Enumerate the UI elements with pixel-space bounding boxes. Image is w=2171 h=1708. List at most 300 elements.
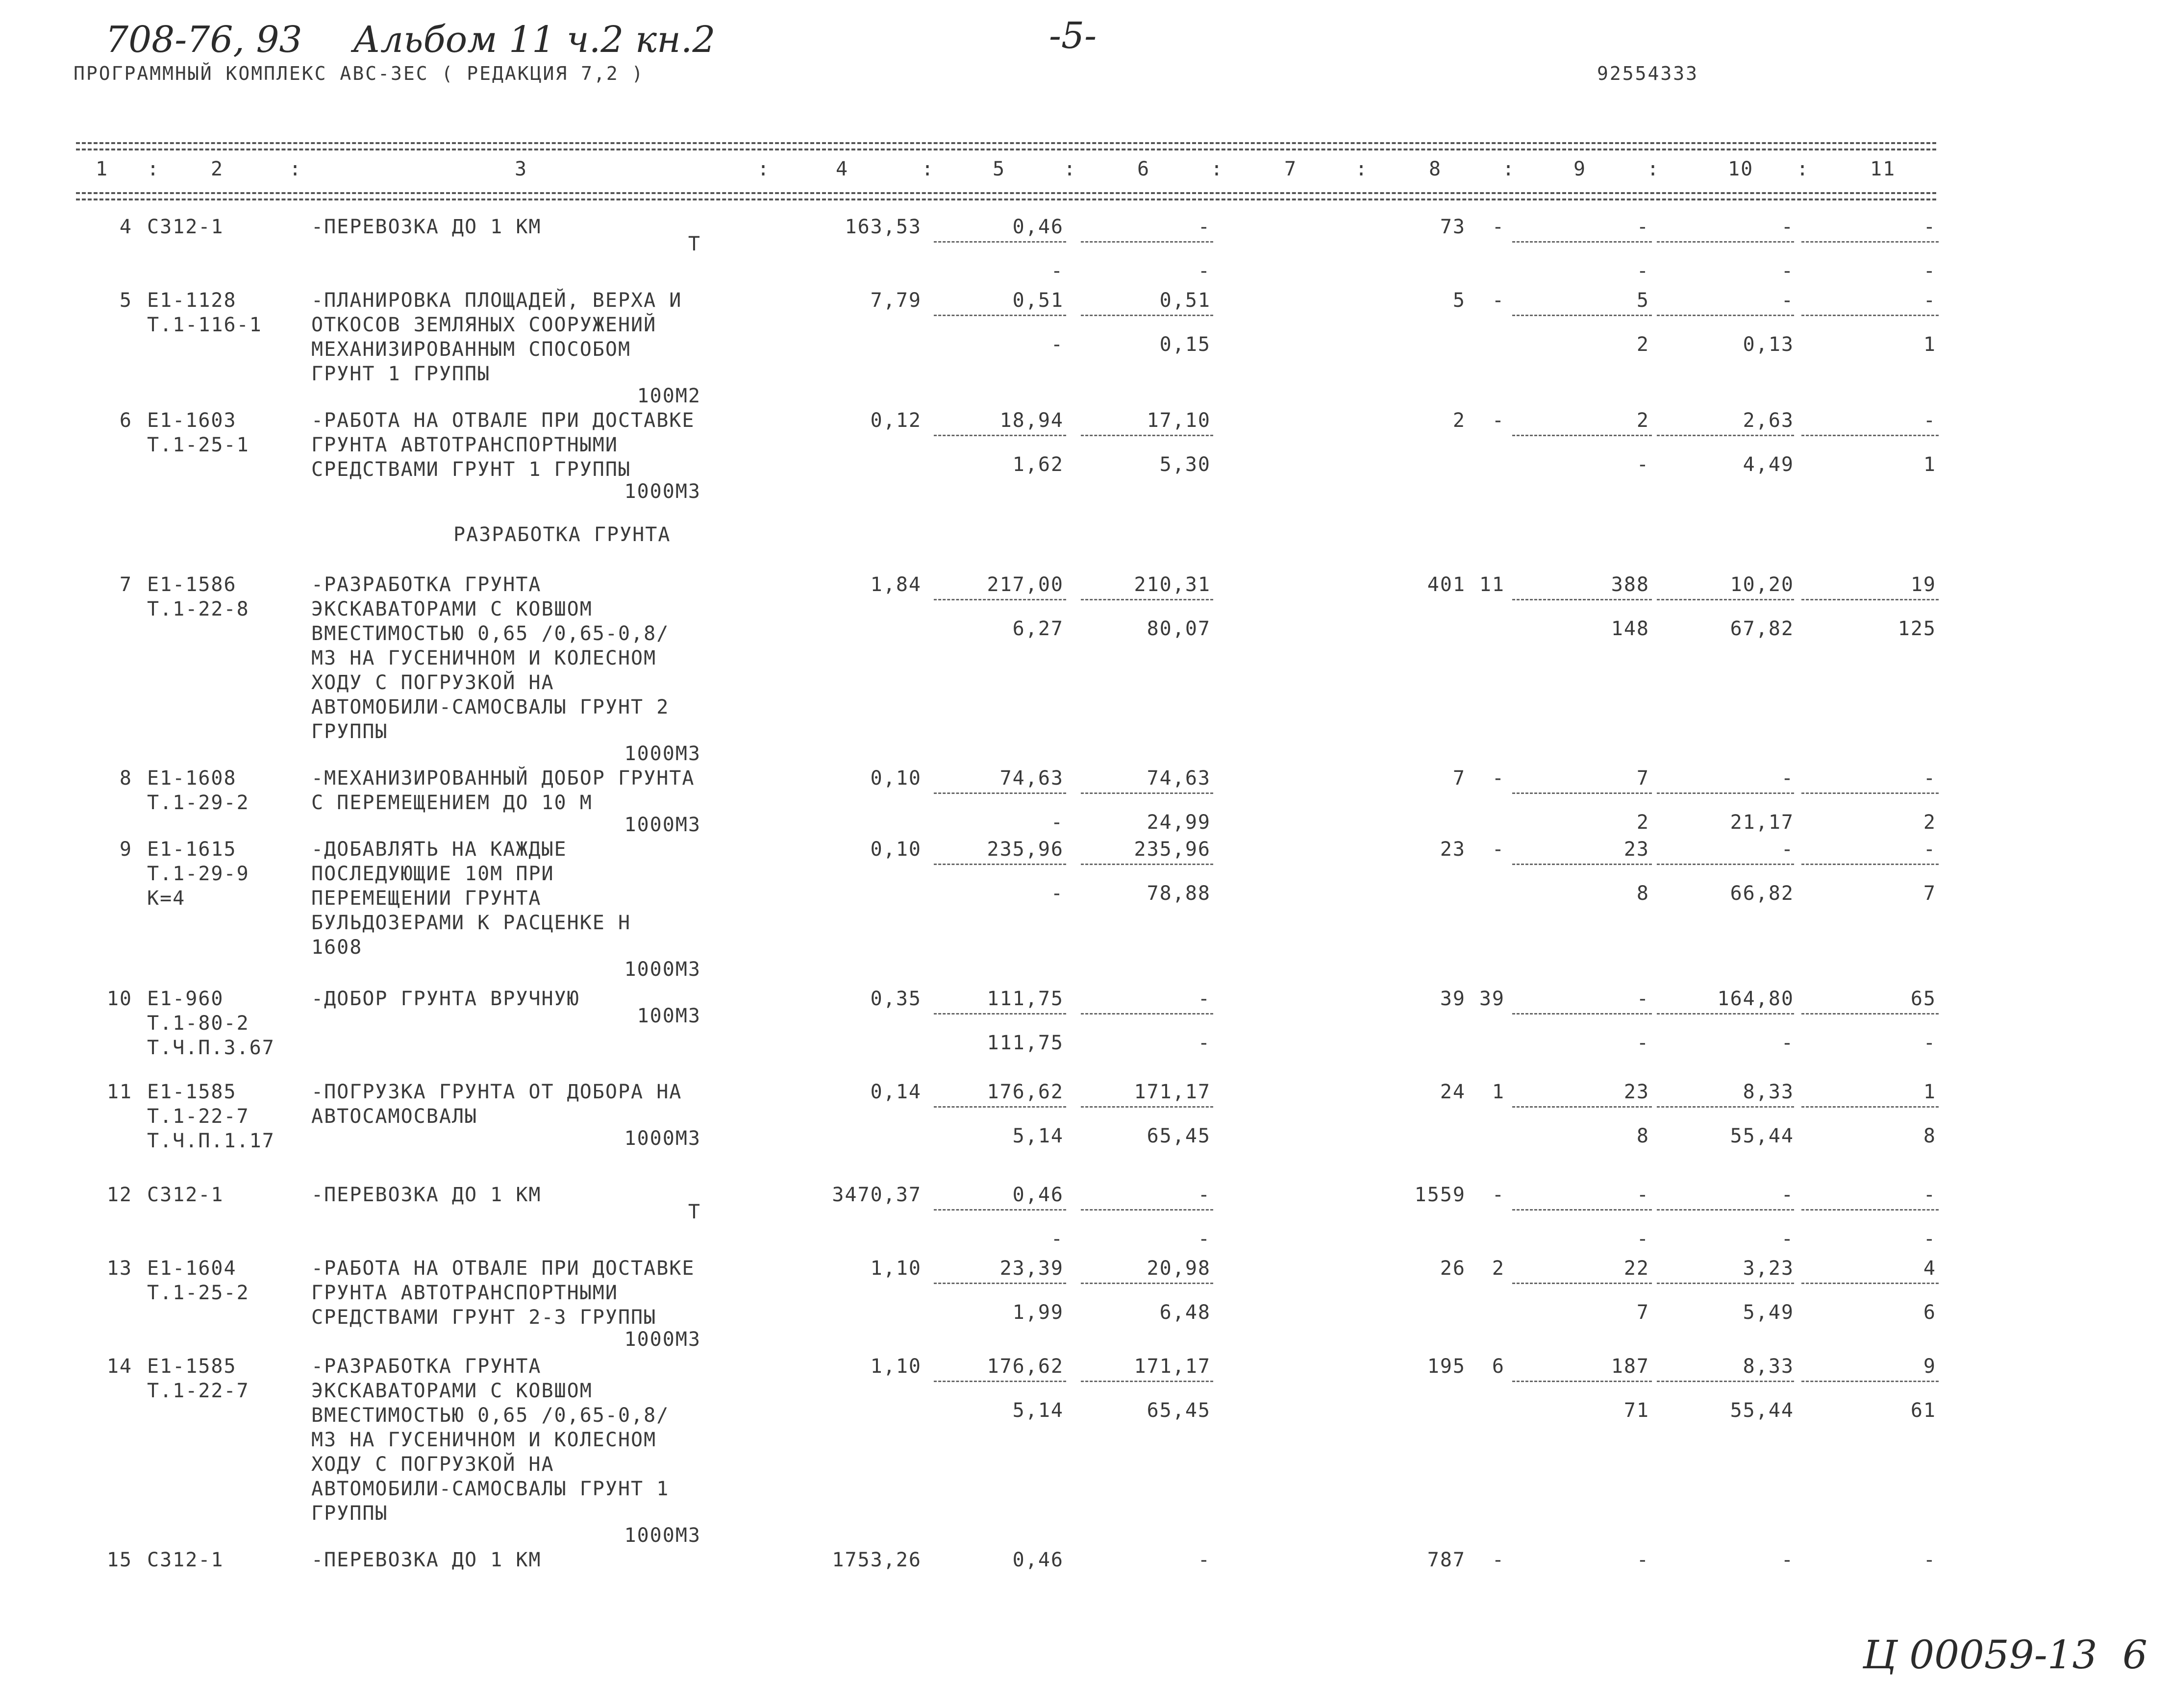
c11-bottom: 1 [1923, 453, 1936, 476]
column-header-1: 1 [96, 158, 109, 180]
row-code: Е1-1586 [147, 573, 237, 596]
row-description: ПОСЛЕДУЮЩИЕ 10М ПРИ [311, 863, 554, 885]
c5-top: 18,94 [999, 409, 1064, 432]
row-description: ВМЕСТИМОСТЬЮ 0,65 /0,65-0,8/ [311, 622, 670, 645]
c9-divider [1512, 1013, 1652, 1015]
c5-top: 176,62 [987, 1355, 1064, 1378]
c5-top: 23,39 [999, 1257, 1064, 1280]
c11-divider [1801, 599, 1939, 600]
row-code: Т.1-25-1 [147, 434, 250, 456]
row-description: БУЛЬДОЗЕРАМИ К РАСЦЕНКЕ Н [311, 912, 631, 934]
c5-bottom: 5,14 [1012, 1125, 1064, 1147]
c9-top: 187 [1611, 1355, 1649, 1378]
row-unit: 1000М3 [624, 1328, 701, 1351]
c5-divider [934, 1283, 1066, 1284]
c10-top: 2,63 [1743, 409, 1794, 432]
column-header-separator: : [1211, 158, 1224, 180]
row-description: МЕХАНИЗИРОВАННЫМ СПОСОБОМ [311, 338, 631, 361]
c6-bottom: - [1198, 1032, 1211, 1054]
c10-top: - [1781, 1184, 1794, 1206]
row-description: -РАЗРАБОТКА ГРУНТА [311, 573, 542, 596]
c10-top: - [1781, 289, 1794, 312]
col4-quantity: 0,12 [870, 409, 922, 432]
row-number: 6 [119, 409, 132, 432]
column-header-3: 3 [515, 158, 528, 180]
column-header-separator: : [147, 158, 160, 180]
c5-divider [934, 315, 1066, 316]
c11-divider [1801, 435, 1939, 436]
c11-bottom: - [1923, 1032, 1936, 1054]
c9-top: - [1636, 1549, 1649, 1571]
col4-quantity: 7,79 [870, 289, 922, 312]
row-code: С312-1 [147, 216, 224, 238]
column-header-6: 6 [1137, 158, 1150, 180]
column-header-11: 11 [1870, 158, 1896, 180]
c5-bottom: 111,75 [987, 1032, 1064, 1054]
row-description: СРЕДСТВАМИ ГРУНТ 2-3 ГРУППЫ [311, 1306, 657, 1329]
c9-divider [1512, 1209, 1652, 1211]
c5-bottom: - [1050, 811, 1064, 834]
c11-bottom: - [1923, 1228, 1936, 1250]
c11-bottom: 2 [1923, 811, 1936, 834]
row-description: -ДОБАВЛЯТЬ НА КАЖДЫЕ [311, 838, 567, 861]
c5-bottom: 6,27 [1012, 618, 1064, 640]
c10-divider [1657, 1283, 1794, 1284]
c9-bottom: - [1636, 1032, 1649, 1054]
column-header-8: 8 [1429, 158, 1442, 180]
c9-top: 22 [1623, 1257, 1649, 1280]
row-description: АВТОМОБИЛИ-САМОСВАЛЫ ГРУНТ 2 [311, 696, 670, 718]
col7-total: 73 [1440, 216, 1466, 238]
c10-top: 3,23 [1743, 1257, 1794, 1280]
c11-top: - [1923, 289, 1936, 312]
c10-top: 164,80 [1717, 988, 1794, 1010]
c10-bottom: - [1781, 1032, 1794, 1054]
c11-top: 4 [1923, 1257, 1936, 1280]
c9-top: - [1636, 216, 1649, 238]
row-number: 15 [106, 1549, 132, 1571]
c5-top: 0,46 [1012, 216, 1064, 238]
c9-top: - [1636, 988, 1649, 1010]
row-description: ГРУНТА АВТОТРАНСПОРТНЫМИ [311, 1282, 618, 1304]
column-header-9: 9 [1573, 158, 1587, 180]
c5-top: 176,62 [987, 1081, 1064, 1103]
row-unit: 1000М3 [624, 1524, 701, 1547]
c11-divider [1801, 1013, 1939, 1015]
program-line: ПРОГРАММНЫЙ КОМПЛЕКС АВС-3ЕС ( РЕДАКЦИЯ 7,2 ) [74, 63, 645, 84]
c11-divider [1801, 864, 1939, 865]
column-header-2: 2 [211, 158, 224, 180]
col7-total: 787 [1427, 1549, 1466, 1571]
row-description: С ПЕРЕМЕЩЕНИЕМ ДО 10 М [311, 792, 593, 814]
col8-wages: 6 [1492, 1355, 1505, 1378]
column-header-separator: : [1355, 158, 1369, 180]
c10-top: 8,33 [1743, 1081, 1794, 1103]
c10-bottom: 5,49 [1743, 1301, 1794, 1324]
c9-bottom: 7 [1636, 1301, 1649, 1324]
row-unit: 1000М3 [624, 1127, 701, 1150]
c10-bottom: 66,82 [1730, 882, 1794, 905]
column-header-4: 4 [836, 158, 849, 180]
c10-divider [1657, 792, 1794, 794]
c11-bottom: 6 [1923, 1301, 1936, 1324]
col4-quantity: 0,10 [870, 838, 922, 861]
row-number: 12 [106, 1184, 132, 1206]
row-code: Е1-1585 [147, 1081, 237, 1103]
row-description: ЭКСКАВАТОРАМИ С КОВШОМ [311, 1380, 593, 1402]
row-code: Т.1-25-2 [147, 1282, 250, 1304]
row-code: Е1-1604 [147, 1257, 237, 1280]
c9-top: 7 [1636, 767, 1649, 790]
c5-divider [934, 1209, 1066, 1211]
c5-top: 74,63 [999, 767, 1064, 790]
c6-divider [1081, 1209, 1213, 1211]
c6-top: - [1198, 216, 1211, 238]
row-code: Е1-1615 [147, 838, 237, 861]
row-description: ГРУНТ 1 ГРУППЫ [311, 363, 491, 385]
row-description: -ПЕРЕВОЗКА ДО 1 КМ [311, 216, 542, 238]
column-header-separator: : [922, 158, 935, 180]
c11-divider [1801, 315, 1939, 316]
row-code: Т.1-22-8 [147, 598, 250, 620]
c6-divider [1081, 1283, 1213, 1284]
c11-divider [1801, 792, 1939, 794]
row-number: 13 [106, 1257, 132, 1280]
c9-divider [1512, 315, 1652, 316]
c9-bottom: 148 [1611, 618, 1649, 640]
c5-top: 0,46 [1012, 1549, 1064, 1571]
column-header-separator: : [289, 158, 302, 180]
row-description: ПЕРЕМЕЩЕНИИ ГРУНТА [311, 887, 542, 910]
row-description: ВМЕСТИМОСТЬЮ 0,65 /0,65-0,8/ [311, 1404, 670, 1427]
c10-divider [1657, 435, 1794, 436]
row-description: АВТОСАМОСВАЛЫ [311, 1105, 478, 1128]
doc-number: 92554333 [1597, 63, 1699, 84]
c9-top: 2 [1636, 409, 1649, 432]
col4-quantity: 1753,26 [832, 1549, 922, 1571]
col8-wages: - [1492, 409, 1505, 432]
c11-top: 1 [1923, 1081, 1936, 1103]
c10-divider [1657, 1106, 1794, 1108]
c9-bottom: - [1636, 1228, 1649, 1250]
c6-top: - [1198, 1549, 1211, 1571]
header-rule-top-2 [76, 149, 1936, 150]
c10-divider [1657, 864, 1794, 865]
row-code: Е1-1608 [147, 767, 237, 790]
row-number: 10 [106, 988, 132, 1010]
c6-bottom: 78,88 [1147, 882, 1211, 905]
row-code: Т.Ч.П.1.17 [147, 1130, 275, 1152]
c11-top: - [1923, 216, 1936, 238]
c5-bottom: - [1050, 333, 1064, 356]
c9-divider [1512, 599, 1652, 600]
c6-bottom: - [1198, 1228, 1211, 1250]
col4-quantity: 1,84 [870, 573, 922, 596]
c11-divider [1801, 1381, 1939, 1382]
col8-wages: 11 [1479, 573, 1505, 596]
c11-bottom: 7 [1923, 882, 1936, 905]
col4-quantity: 1,10 [870, 1355, 922, 1378]
header-rule-top [76, 142, 1936, 144]
c10-top: - [1781, 216, 1794, 238]
c6-top: 74,63 [1147, 767, 1211, 790]
row-description: ОТКОСОВ ЗЕМЛЯНЫХ СООРУЖЕНИЙ [311, 314, 657, 336]
row-code: Т.1-116-1 [147, 314, 262, 336]
col4-quantity: 1,10 [870, 1257, 922, 1280]
c6-top: 171,17 [1134, 1081, 1211, 1103]
row-code: Е1-1128 [147, 289, 237, 312]
row-number: 8 [119, 767, 132, 790]
c6-bottom: - [1198, 260, 1211, 282]
column-header-5: 5 [993, 158, 1006, 180]
c10-divider [1657, 1209, 1794, 1211]
c5-bottom: 1,99 [1012, 1301, 1064, 1324]
c9-top: 23 [1623, 1081, 1649, 1103]
row-unit: Т [688, 1201, 701, 1223]
c11-top: - [1923, 409, 1936, 432]
c11-bottom: 125 [1897, 618, 1936, 640]
c10-bottom: 55,44 [1730, 1399, 1794, 1422]
row-code: Е1-960 [147, 988, 224, 1010]
c11-divider [1801, 1283, 1939, 1284]
c10-divider [1657, 315, 1794, 316]
column-header-separator: : [757, 158, 771, 180]
col4-quantity: 0,10 [870, 767, 922, 790]
row-description: ГРУППЫ [311, 1502, 388, 1525]
row-unit: Т [688, 233, 701, 255]
row-code: Е1-1603 [147, 409, 237, 432]
row-number: 9 [119, 838, 132, 861]
row-description: -ПОГРУЗКА ГРУНТА ОТ ДОБОРА НА [311, 1081, 682, 1103]
c5-bottom: - [1050, 882, 1064, 905]
c9-top: 5 [1636, 289, 1649, 312]
footer-stamp: Ц 00059-13 [1863, 1632, 2097, 1678]
c10-divider [1657, 599, 1794, 600]
row-description: СРЕДСТВАМИ ГРУНТ 1 ГРУППЫ [311, 458, 631, 481]
col8-wages: 2 [1492, 1257, 1505, 1280]
c5-divider [934, 1106, 1066, 1108]
c6-divider [1081, 864, 1213, 865]
col4-quantity: 0,35 [870, 988, 922, 1010]
c11-bottom: - [1923, 260, 1936, 282]
c11-divider [1801, 241, 1939, 243]
c6-top: 0,51 [1159, 289, 1211, 312]
col7-total: 7 [1452, 767, 1466, 790]
c10-bottom: - [1781, 1228, 1794, 1250]
c11-top: - [1923, 767, 1936, 790]
c6-bottom: 80,07 [1147, 618, 1211, 640]
row-description: ХОДУ С ПОГРУЗКОЙ НА [311, 671, 554, 694]
c10-bottom: 67,82 [1730, 618, 1794, 640]
c5-divider [934, 241, 1066, 243]
c6-top: 210,31 [1134, 573, 1211, 596]
c5-divider [934, 1381, 1066, 1382]
c11-divider [1801, 1106, 1939, 1108]
row-description: -ПЕРЕВОЗКА ДО 1 КМ [311, 1184, 542, 1206]
c9-bottom: 71 [1623, 1399, 1649, 1422]
c6-bottom: 5,30 [1159, 453, 1211, 476]
col7-total: 24 [1440, 1081, 1466, 1103]
c6-bottom: 65,45 [1147, 1125, 1211, 1147]
col7-total: 1559 [1414, 1184, 1466, 1206]
c5-bottom: 5,14 [1012, 1399, 1064, 1422]
row-unit: 100М2 [637, 385, 701, 407]
page-marker: -5- [1049, 15, 1097, 57]
c6-divider [1081, 315, 1213, 316]
c11-bottom: 1 [1923, 333, 1936, 356]
c5-top: 235,96 [987, 838, 1064, 861]
c10-bottom: - [1781, 260, 1794, 282]
c6-top: 17,10 [1147, 409, 1211, 432]
row-description: М3 НА ГУСЕНИЧНОМ И КОЛЕСНОМ [311, 647, 657, 669]
row-code: Т.1-29-2 [147, 792, 250, 814]
row-code: Т.1-22-7 [147, 1105, 250, 1128]
row-unit: 1000М3 [624, 743, 701, 765]
row-unit: 100М3 [637, 1005, 701, 1027]
col7-total: 26 [1440, 1257, 1466, 1280]
row-description: М3 НА ГУСЕНИЧНОМ И КОЛЕСНОМ [311, 1429, 657, 1451]
row-description: -РАБОТА НА ОТВАЛЕ ПРИ ДОСТАВКЕ [311, 1257, 695, 1280]
column-header-separator: : [1797, 158, 1810, 180]
col8-wages: - [1492, 767, 1505, 790]
c10-divider [1657, 1013, 1794, 1015]
c11-bottom: 61 [1910, 1399, 1936, 1422]
column-header-10: 10 [1728, 158, 1754, 180]
column-header-separator: : [1064, 158, 1077, 180]
row-description: -МЕХАНИЗИРОВАННЫЙ ДОБОР ГРУНТА [311, 767, 695, 790]
row-code: Т.1-22-7 [147, 1380, 250, 1402]
c5-divider [934, 435, 1066, 436]
col4-quantity: 0,14 [870, 1081, 922, 1103]
row-code: К=4 [147, 887, 186, 910]
row-description: ГРУНТА АВТОТРАНСПОРТНЫМИ [311, 434, 618, 456]
c9-divider [1512, 1283, 1652, 1284]
c6-divider [1081, 1106, 1213, 1108]
c10-top: - [1781, 1549, 1794, 1571]
c5-top: 0,51 [1012, 289, 1064, 312]
c6-divider [1081, 1013, 1213, 1015]
c5-top: 217,00 [987, 573, 1064, 596]
row-code: С312-1 [147, 1549, 224, 1571]
column-header-7: 7 [1284, 158, 1298, 180]
c11-top: - [1923, 1184, 1936, 1206]
c9-bottom: - [1636, 260, 1649, 282]
col8-wages: - [1492, 1549, 1505, 1571]
row-description: -ПЕРЕВОЗКА ДО 1 КМ [311, 1549, 542, 1571]
c10-divider [1657, 1381, 1794, 1382]
col4-quantity: 3470,37 [832, 1184, 922, 1206]
c9-bottom: - [1636, 453, 1649, 476]
c10-divider [1657, 241, 1794, 243]
row-code: С312-1 [147, 1184, 224, 1206]
c11-top: 9 [1923, 1355, 1936, 1378]
c6-top: 235,96 [1134, 838, 1211, 861]
header-rule-bottom-2 [76, 198, 1936, 200]
c5-divider [934, 864, 1066, 865]
c6-divider [1081, 435, 1213, 436]
c6-bottom: 24,99 [1147, 811, 1211, 834]
c5-top: 0,46 [1012, 1184, 1064, 1206]
row-number: 5 [119, 289, 132, 312]
c6-bottom: 65,45 [1147, 1399, 1211, 1422]
col8-wages: 1 [1492, 1081, 1505, 1103]
row-unit: 1000М3 [624, 958, 701, 981]
c10-top: 8,33 [1743, 1355, 1794, 1378]
c5-bottom: - [1050, 1228, 1064, 1250]
row-description: -ДОБОР ГРУНТА ВРУЧНУЮ [311, 988, 580, 1010]
row-description: 1608 [311, 936, 363, 959]
c9-bottom: 2 [1636, 333, 1649, 356]
row-number: 7 [119, 573, 132, 596]
album-ref: 708-76, 93 [105, 19, 302, 61]
c6-bottom: 6,48 [1159, 1301, 1211, 1324]
c10-bottom: 21,17 [1730, 811, 1794, 834]
col7-total: 401 [1427, 573, 1466, 596]
c11-divider [1801, 1209, 1939, 1211]
col8-wages: - [1492, 1184, 1505, 1206]
col4-quantity: 163,53 [845, 216, 922, 238]
footer-sheet: 6 [2122, 1632, 2147, 1678]
c9-top: - [1636, 1184, 1649, 1206]
row-number: 14 [106, 1355, 132, 1378]
c6-divider [1081, 241, 1213, 243]
row-unit: 1000М3 [624, 480, 701, 503]
col8-wages: - [1492, 838, 1505, 861]
c9-top: 23 [1623, 838, 1649, 861]
c6-top: 171,17 [1134, 1355, 1211, 1378]
c9-divider [1512, 1106, 1652, 1108]
row-code: Е1-1585 [147, 1355, 237, 1378]
c5-divider [934, 792, 1066, 794]
c10-top: - [1781, 767, 1794, 790]
album-title: Альбом 11 ч.2 кн.2 [353, 19, 716, 61]
c9-divider [1512, 435, 1652, 436]
c6-top: - [1198, 1184, 1211, 1206]
c9-bottom: 2 [1636, 811, 1649, 834]
col7-total: 5 [1452, 289, 1466, 312]
c6-divider [1081, 1381, 1213, 1382]
c11-top: 19 [1910, 573, 1936, 596]
c10-bottom: 4,49 [1743, 453, 1794, 476]
c6-top: 20,98 [1147, 1257, 1211, 1280]
c6-divider [1081, 599, 1213, 600]
section-heading: РАЗРАБОТКА ГРУНТА [453, 523, 671, 546]
c9-bottom: 8 [1636, 882, 1649, 905]
row-number: 4 [119, 216, 132, 238]
c9-divider [1512, 1381, 1652, 1382]
c6-top: - [1198, 988, 1211, 1010]
c5-divider [934, 1013, 1066, 1015]
row-description: ХОДУ С ПОГРУЗКОЙ НА [311, 1453, 554, 1476]
c5-divider [934, 599, 1066, 600]
row-description: ЭКСКАВАТОРАМИ С КОВШОМ [311, 598, 593, 620]
row-description: ГРУППЫ [311, 720, 388, 743]
header-rule-bottom [76, 192, 1936, 194]
column-header-separator: : [1502, 158, 1516, 180]
c11-bottom: 8 [1923, 1125, 1936, 1147]
c9-bottom: 8 [1636, 1125, 1649, 1147]
c6-bottom: 0,15 [1159, 333, 1211, 356]
c10-bottom: 0,13 [1743, 333, 1794, 356]
c10-bottom: 55,44 [1730, 1125, 1794, 1147]
c11-top: 65 [1910, 988, 1936, 1010]
row-number: 11 [106, 1081, 132, 1103]
col7-total: 195 [1427, 1355, 1466, 1378]
col8-wages: - [1492, 216, 1505, 238]
c11-top: - [1923, 838, 1936, 861]
c9-divider [1512, 241, 1652, 243]
c6-divider [1081, 792, 1213, 794]
